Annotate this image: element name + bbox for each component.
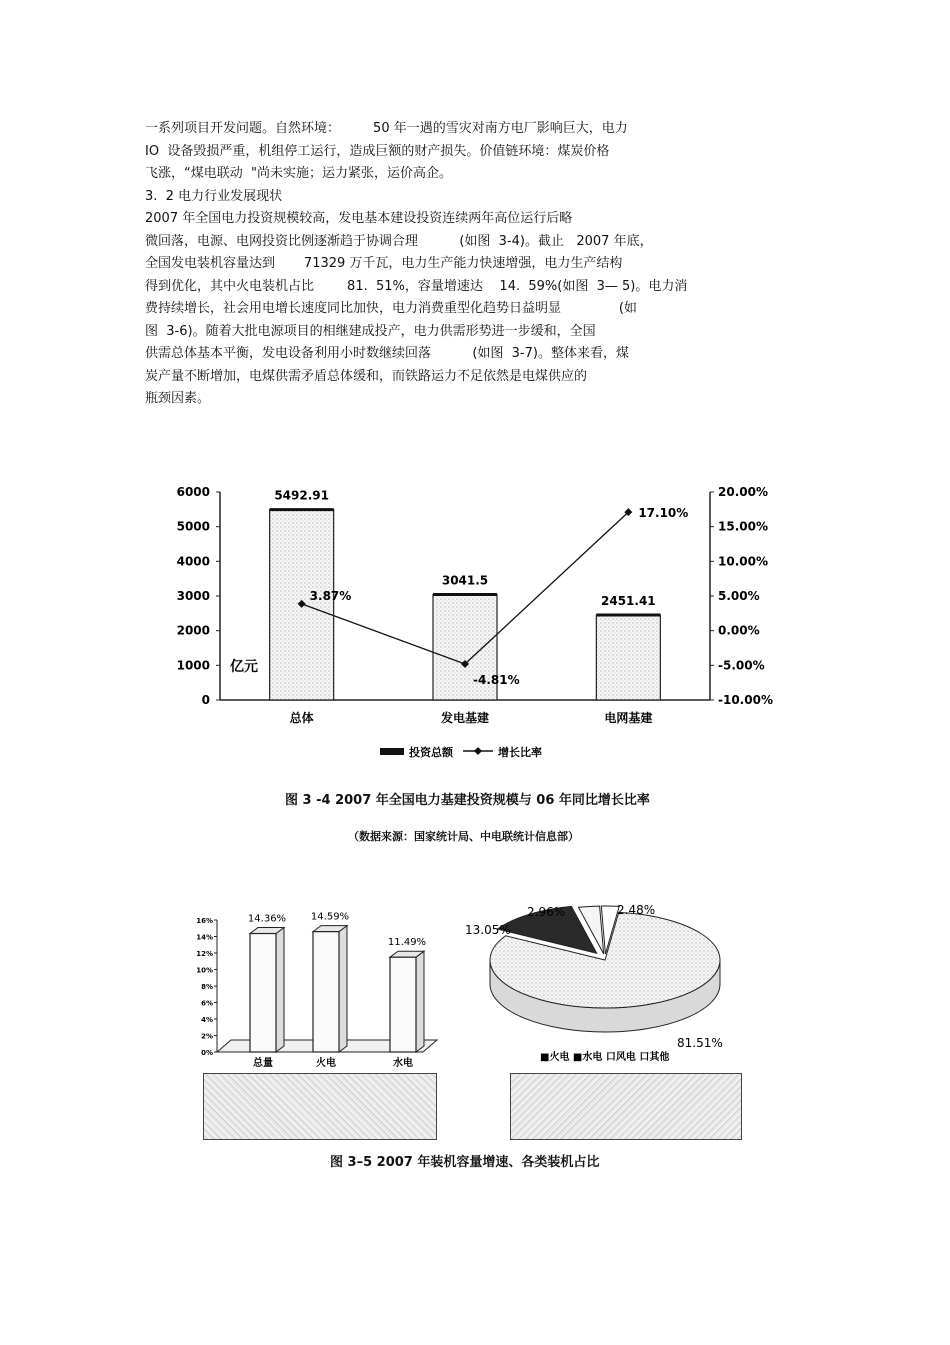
paragraph-line: 全国发电装机容量达到 71329 万千瓦，电力生产能力快速增强，电力生产结构 xyxy=(145,256,623,271)
chart-legend xyxy=(380,745,542,759)
y-tick-label: 8% xyxy=(201,983,213,991)
unit-label: 亿元 xyxy=(230,659,258,675)
x-tick-label: 电网基建 xyxy=(604,711,653,725)
image-placeholder-box xyxy=(203,1073,437,1140)
paragraph-line: 炭产量不断增加，电煤供需矛盾总体缓和，而铁路运力不足依然是电煤供应的 xyxy=(145,368,588,384)
x-tick-label: 发电基建 xyxy=(440,711,490,725)
x-tick-label: 水电 xyxy=(393,1058,413,1069)
section-heading: 3. 2 电力行业发展现状 xyxy=(145,188,283,204)
bar-value-label: 5492.91 xyxy=(274,488,329,503)
figure-source: （数据来源：国家统计局、中电联统计信息部） xyxy=(348,830,579,843)
bar xyxy=(596,615,660,700)
bar-side xyxy=(339,926,347,1052)
y2-tick-label: -5.00% xyxy=(718,658,765,673)
bar-side xyxy=(276,928,284,1052)
y-tick-label: 14% xyxy=(196,933,213,942)
investment-chart xyxy=(160,470,790,770)
legend-line-marker xyxy=(474,747,482,755)
legend-bar-swatch xyxy=(380,748,404,755)
bar-side xyxy=(416,951,424,1052)
pie-value-label: 81.51% xyxy=(677,1036,723,1050)
y-tick-label: 0 xyxy=(201,693,210,707)
legend-bar-label: 投资总额 xyxy=(409,746,453,759)
y2-tick-label: 20.00% xyxy=(718,485,768,499)
y-tick-label: 2000 xyxy=(176,623,210,638)
figure-caption: 图 3 -4 2007 年全国电力基建投资规模与 06 年同比增长比率 xyxy=(285,793,650,808)
paragraph-line: 供需总体基本平衡，发电设备利用小时数继续回落 (如图 3-7)。整体来看，煤 xyxy=(145,346,629,361)
image-placeholder-box xyxy=(510,1073,742,1140)
y-tick-label: 16% xyxy=(196,917,213,925)
legend-line-label: 增长比率 xyxy=(498,746,542,759)
bar xyxy=(313,932,339,1052)
y-tick-label: 4000 xyxy=(176,554,210,569)
paragraph-line: 一系列项目开发问题。自然环境： 50 年一遇的雪灾对南方电厂影响巨大，电力 xyxy=(145,121,628,136)
paragraph-line: 费持续增长，社会用电增长速度同比加快，电力消费重型化趋势日益明显 (如 xyxy=(145,301,637,316)
y-tick-label: 4% xyxy=(201,1016,213,1024)
paragraph-line: 微回落，电源、电网投资比例逐渐趋于协调合理 (如图 3-4)。截止 2007 年底， xyxy=(145,233,653,249)
line-value-label: 17.10% xyxy=(638,506,689,521)
line-value-label: -4.81% xyxy=(473,673,520,688)
x-tick-label: 火电 xyxy=(316,1058,336,1069)
pie-value-label: 2.48% xyxy=(617,903,656,917)
y2-tick-label: 0.00% xyxy=(718,623,760,638)
y2-tick-label: -10.00% xyxy=(718,693,773,707)
paragraph-line: 2007 年全国电力投资规模较高，发电基本建设投资连续两年高位运行后略 xyxy=(145,211,573,226)
y-tick-label: 6% xyxy=(201,999,213,1008)
paragraph-line: 图 3-6)。随着大批电源项目的相继建成投产，电力供需形势进一步缓和，全国 xyxy=(145,323,596,339)
bar xyxy=(250,934,276,1052)
capacity-share-pie xyxy=(455,890,755,1070)
line-value-label: 3.87% xyxy=(309,588,352,603)
x-tick-label: 总量 xyxy=(253,1058,273,1069)
bar-value-label: 11.49% xyxy=(387,937,427,949)
y2-tick-label: 15.00% xyxy=(718,519,768,534)
y2-tick-label: 10.00% xyxy=(718,554,768,569)
paragraph-line: 瓶颈因素。 xyxy=(145,391,211,406)
bar-value-label: 14.59% xyxy=(310,911,350,923)
bar-value-label: 14.36% xyxy=(247,913,287,925)
y-tick-label: 0% xyxy=(201,1049,213,1057)
y-tick-label: 10% xyxy=(196,966,213,975)
y-tick-label: 12% xyxy=(196,950,213,958)
paragraph-line: 得到优化，其中火电装机占比 81. 51%，容量增速达 14. 59%(如图 3— 5)。电力消 xyxy=(145,278,688,294)
bar xyxy=(390,957,416,1052)
x-tick-label: 总体 xyxy=(289,711,314,725)
bar-value-label: 2451.41 xyxy=(601,594,656,609)
y2-tick-label: 5.00% xyxy=(718,589,760,603)
pie-legend: ■火电 ■水电 口风电 口其他 xyxy=(540,1052,670,1063)
y-tick-label: 3000 xyxy=(176,589,210,603)
pie-value-label: 2.96% xyxy=(527,905,566,919)
capacity-growth-chart xyxy=(195,895,445,1070)
y-tick-label: 2% xyxy=(201,1032,213,1041)
bar-value-label: 3041.5 xyxy=(441,573,489,588)
y-tick-label: 5000 xyxy=(176,519,210,534)
pie-value-label: 13.05% xyxy=(465,923,511,937)
paragraph-line: 飞涨，“煤电联动 "尚未实施；运力紧张，运价高企。 xyxy=(145,166,452,181)
y-tick-label: 1000 xyxy=(176,658,210,673)
paragraph-line: IO 设备毁损严重，机组停工运行，造成巨额的财产损失。价值链环境：煤炭价格 xyxy=(145,143,610,159)
figure-caption: 图 3–5 2007 年装机容量增速、各类装机占比 xyxy=(330,1155,600,1170)
body-text xyxy=(145,118,765,411)
y-tick-label: 6000 xyxy=(176,485,210,499)
